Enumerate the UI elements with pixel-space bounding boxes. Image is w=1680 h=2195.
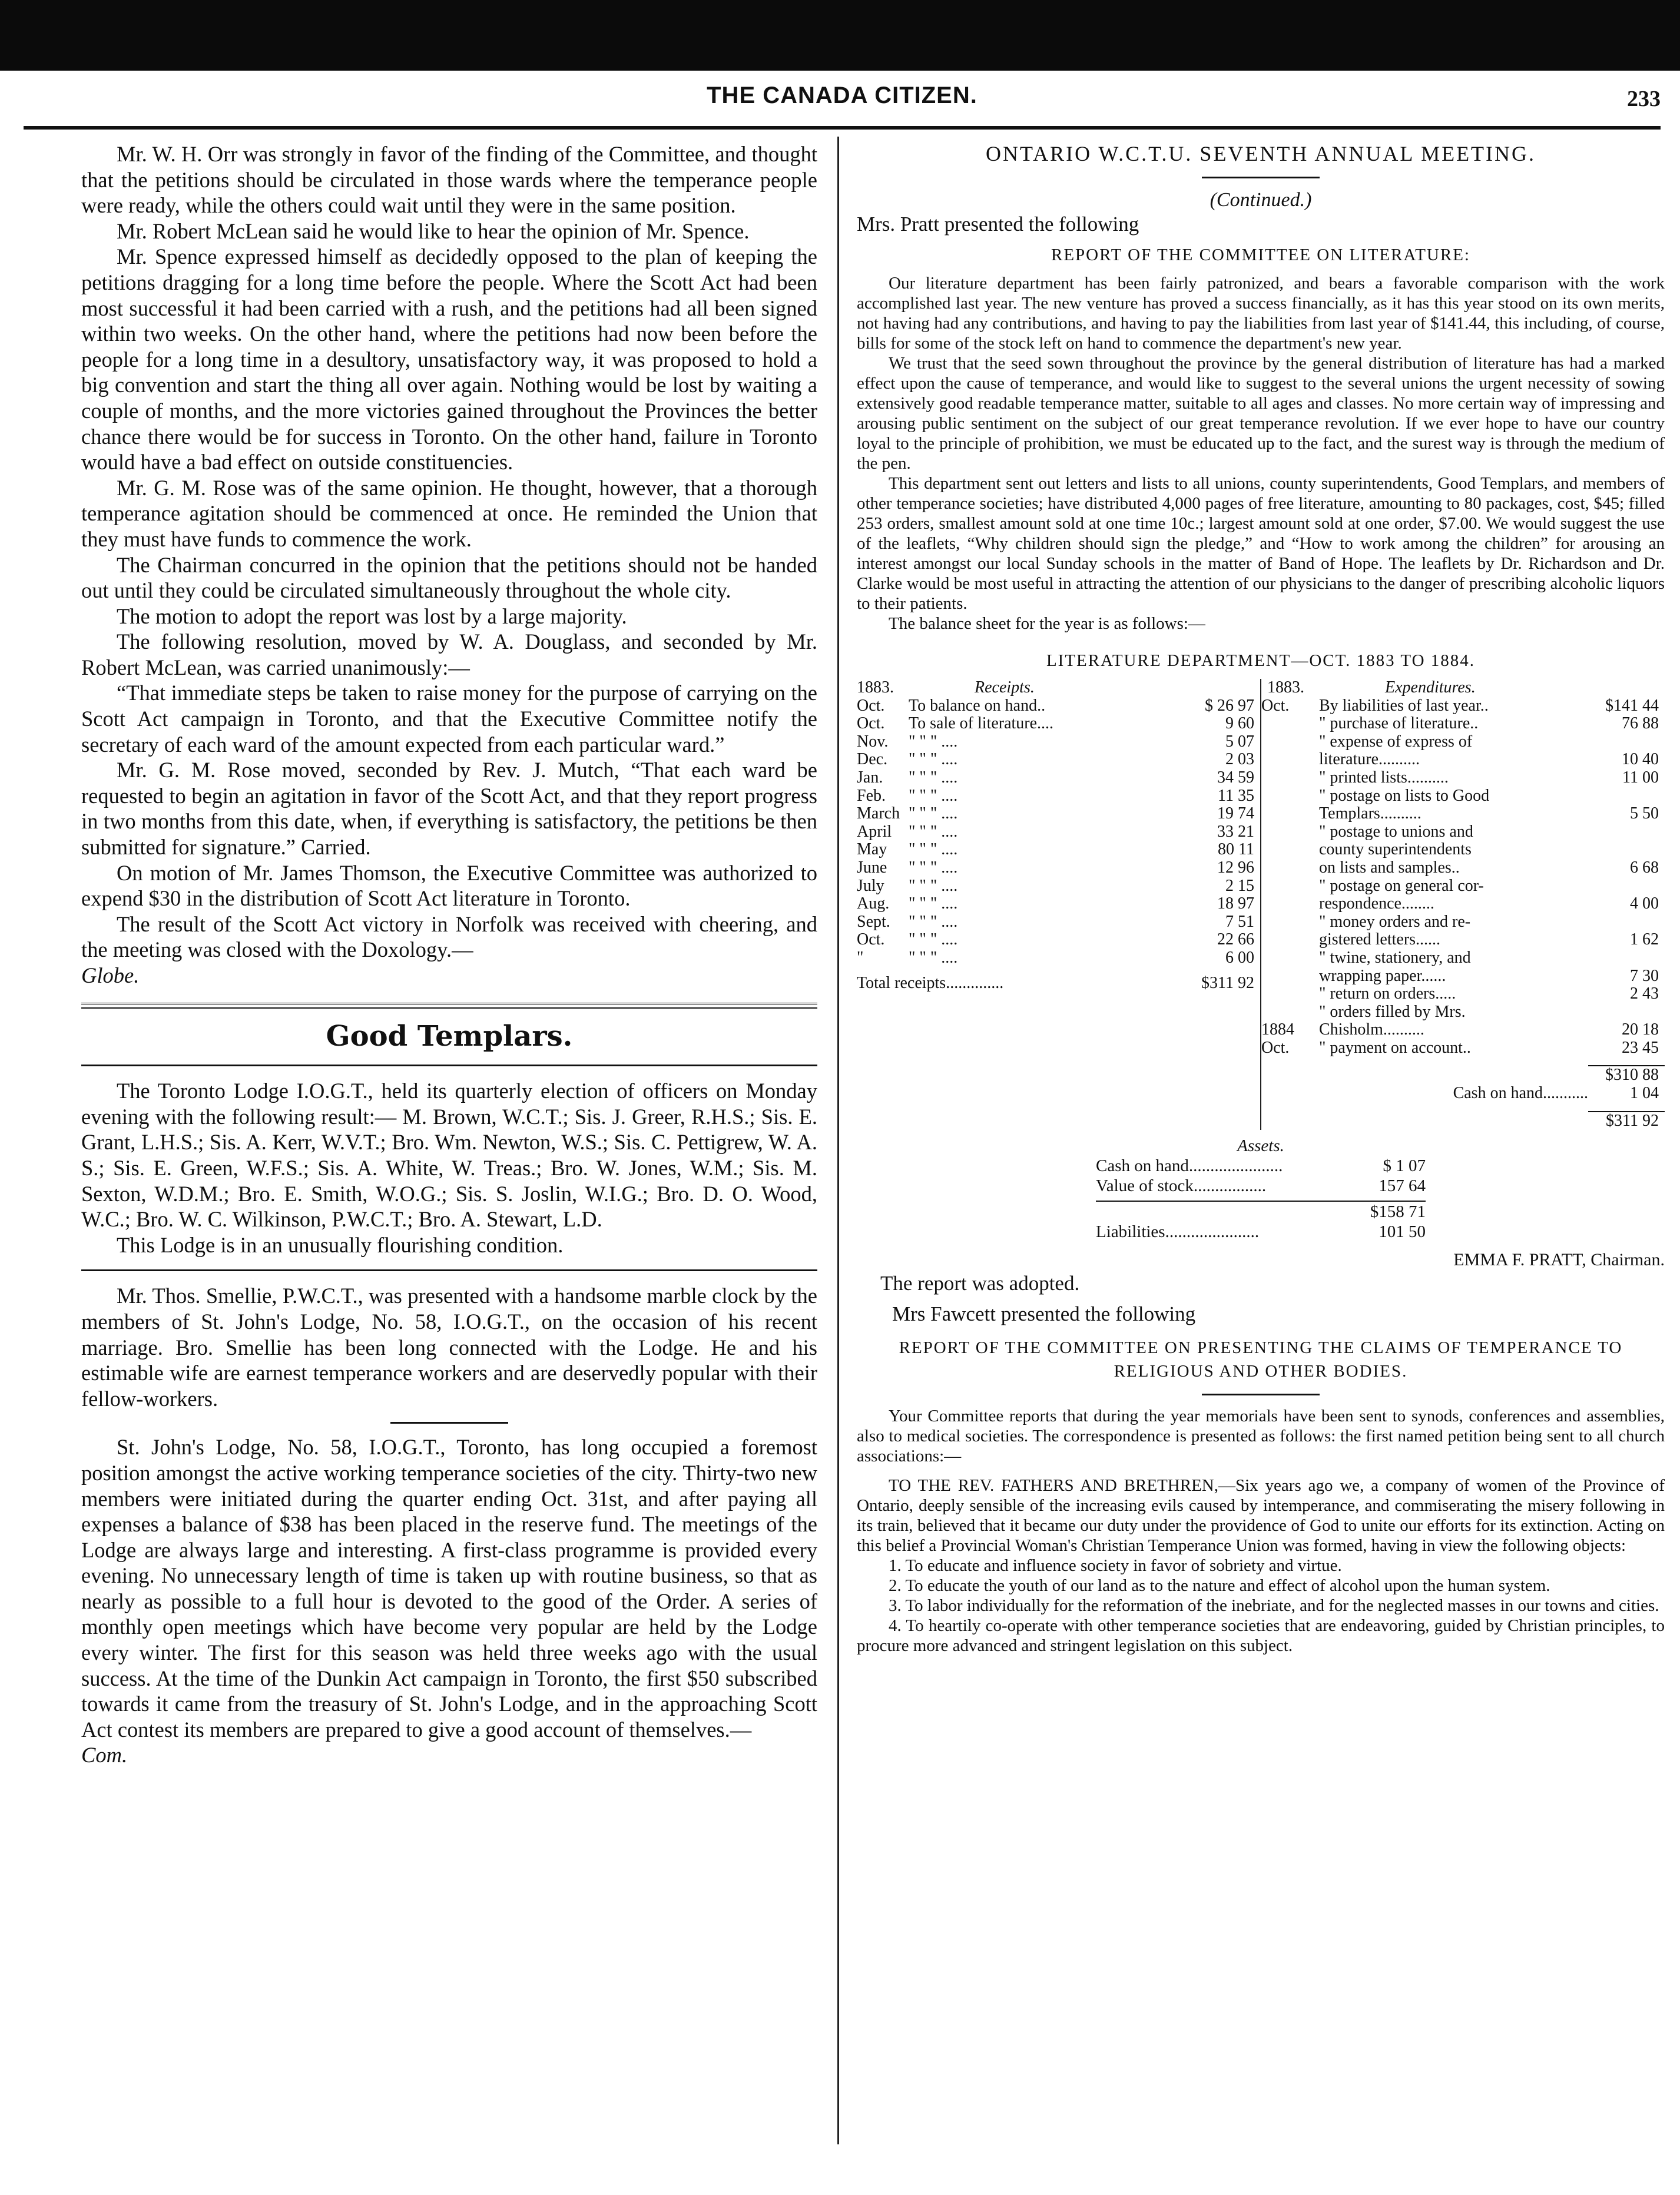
- paragraph: This department sent out letters and lists to all unions, county superintendents, Good Templars, and members of other temperance societies; have distributed 4,000 pages of free literature, amounting to 80 packages, cost, $45; filled 253 orders, smallest amount sold at one time 10c.; largest amount sold at one order, $7.00. We would suggest the use of the leaflets, “Why children should sign the pledge,” and “How to work among the children” for arousing an interest amongst our local Sunday schools in the matter of Band of Hope. The leaflets by Dr. Richardson and Dr. Clarke would be most useful in attracting the attention of our physicians to the danger of prescribing alcoholic liquors to their patients.: [857, 474, 1665, 613]
- ledger-month: Oct.: [857, 714, 885, 733]
- ledger-row: [1261, 877, 1665, 896]
- paragraph: Mr. G. M. Rose was of the same opinion. He thought, however, that a thorough temperance agitation should be commenced at once. He reminded the Union that they must have funds to commence the work.: [81, 475, 817, 551]
- ledger-row: [857, 823, 1260, 841]
- ledger-amount: 11 00: [1622, 768, 1659, 787]
- ledger-amount: 19 74: [1217, 804, 1254, 823]
- paragraph: The motion to adopt the report was lost by a large majority.: [117, 604, 627, 628]
- subtotal-amount: $310 88: [1588, 1065, 1665, 1085]
- ledger-year: 1883.: [1267, 678, 1304, 697]
- paragraph: Mr. Spence expressed himself as decidedly opposed to the plan of keeping the petitions dragging for a long time before the people. Where the Scott Act had been most successful it had been carried with a rush, and the petitions had all been signed within two weeks. On the other hand, where the petitions had now been before the people for a long time in a desultory, unsatisfactory way, it was proposed to hold a big convention and start the thing all over again. Nothing would be lost by waiting a couple of months, and the more victories gained throughout the Provinces the better chance there would be for success in Toronto. On the other hand, failure in Toronto would have a bad effect on outside constituencies.: [81, 244, 817, 475]
- intro-line: Mrs. Pratt presented the following: [857, 213, 1139, 236]
- ledger-amount: $ 26 97: [1205, 696, 1254, 715]
- ledger-row: [857, 805, 1260, 823]
- list-item: 1. To educate and influence society in favor of sobriety and virtue.: [889, 1556, 1342, 1576]
- ledger-month: [1261, 1003, 1313, 1022]
- paragraph: Mr. W. H. Orr was strongly in favor of the finding of the Committee, and thought that the petitions should be circulated in those wards where the temperance people were ready, while the others could wait until they were in the same position.: [81, 142, 817, 218]
- ledger-row: [1261, 769, 1665, 787]
- ledger-month: [1261, 895, 1313, 913]
- ledger-month: Feb.: [857, 786, 886, 805]
- ledger-description: By liabilities of last year..: [1319, 697, 1489, 715]
- ledger-row: [857, 697, 1260, 715]
- paragraph: The Toronto Lodge I.O.G.T., held its quarterly election of officers on Monday evening with the following result:— M. Brown, W.C.T.; Sis. J. Greer, R.H.S.; Sis. E. Grant, L.H.S.; Sis. A. Kerr, W.V.T.; Bro. Wm. Newton, W.S.; Sis. C. Pettigrew, W. A. S.; Sis. E. Green, W.F.S.; Sis. A. White, W. Treas.; Bro. W. Jones, W.M.; Sis. M. Sexton, W.D.M.; Bro. E. Smith, W.O.G.; Sis. S. Joslin, W.I.G.; Bro. D. O. Wood, W.C.; Bro. W. C. Wilkinson, P.W.C.T.; Bro. A. Stewart, L.D.: [81, 1079, 817, 1232]
- ledger-month: Oct.: [1261, 1038, 1290, 1057]
- ledger-month: April: [857, 822, 892, 841]
- ledger-description: " printed lists..........: [1319, 768, 1449, 787]
- ledger-month: [1261, 805, 1313, 823]
- ledger-description: " " " ....: [909, 913, 958, 931]
- total-label: Total receipts..............: [857, 974, 1004, 992]
- ledger-row: [857, 733, 1260, 751]
- ledger-row: [1261, 967, 1665, 986]
- short-rule: [390, 1422, 508, 1424]
- ledger-description: " postage to unions and: [1319, 823, 1473, 841]
- ledger-description: " purchase of literature..: [1319, 715, 1479, 733]
- ledger-month: [1261, 769, 1313, 787]
- ledger-amount: 10 40: [1622, 750, 1659, 769]
- header-rule: [24, 126, 1661, 130]
- assets-total: $158 71: [1370, 1202, 1426, 1222]
- ledger-month: ": [857, 948, 864, 967]
- ledger-amount: 6 68: [1630, 858, 1659, 877]
- ledger-amount: [1600, 841, 1665, 859]
- short-rule: [1202, 1394, 1320, 1395]
- paragraph: The result of the Scott Act victory in Norfolk was received with cheering, and the meeting was closed with the Doxology.—: [81, 911, 817, 962]
- ledger-row: [857, 859, 1260, 877]
- ledger-amount: $141 44: [1605, 696, 1659, 715]
- total-amount: $311 92: [1201, 973, 1254, 992]
- ledger-row: [1261, 949, 1665, 967]
- ledger-amount: 34 59: [1217, 768, 1254, 787]
- claims-report: [857, 1406, 1665, 1656]
- paragraph: Our literature department has been fairly patronized, and bears a favorable comparison with the work accomplished last year. The new venture has proved a success financially, as it has this year stood on its own merits, not having had any contributions, and having to pay the liabilities from last year of $141.44, this including, of course, bills for some of the stock left on hand to commence the department's new year.: [857, 274, 1665, 353]
- ledger-month: Nov.: [857, 732, 889, 751]
- ledger-description: respondence........: [1319, 895, 1434, 913]
- section-rule: [81, 1065, 817, 1066]
- ledger-row: [1261, 715, 1665, 733]
- ledger-description: " postage on general cor-: [1319, 877, 1484, 895]
- paragraph: TO THE REV. FATHERS AND BRETHREN,—Six years ago we, a company of women of the Province of Ontario, deeply sensible of the increasing evils caused by intemperance, and commiserating the misery following in its train, believed that it became our duty under the providence of God to unite our efforts for its extinction. Acting on this belief a Provincial Woman's Christian Temperance Union was formed, having in view the following objects:: [857, 1476, 1665, 1556]
- ledger-row: [857, 949, 1260, 967]
- ledger-description: on lists and samples..: [1319, 858, 1460, 877]
- ledger-amount: 12 96: [1217, 858, 1254, 877]
- ledger-description: " orders filled by Mrs.: [1319, 1003, 1466, 1021]
- paragraph: The balance sheet for the year is as follows:—: [889, 614, 1205, 633]
- ledger-month: [1261, 877, 1313, 896]
- report-title: REPORT OF THE COMMITTEE ON LITERATURE:: [1051, 246, 1470, 264]
- ledger-description: " " " ....: [909, 877, 958, 895]
- ledger-amount: [1600, 787, 1665, 805]
- ledger-month: Aug.: [857, 894, 890, 913]
- ledger-amount: 7 30: [1630, 966, 1659, 985]
- ledger-month: [1261, 787, 1313, 805]
- ledger-description: literature..........: [1319, 751, 1420, 769]
- ledger-amount: 6 00: [1225, 948, 1254, 967]
- assets-block: [1096, 1136, 1426, 1242]
- ledger-row: [1261, 823, 1665, 841]
- ledger-month: [1261, 931, 1313, 949]
- top-black-bar: [0, 0, 1680, 71]
- ledger-row: [1261, 787, 1665, 805]
- ledger-description: " " " ....: [909, 823, 958, 841]
- assets-value: 157 64: [1379, 1176, 1426, 1196]
- paragraph: This Lodge is in an unusually flourishing condition.: [117, 1232, 564, 1257]
- literature-report: [857, 273, 1665, 634]
- paragraph: We trust that the seed sown throughout the province by the general distribution of literature has had a marked effect upon the cause of temperance, and would like to suggest to the several unions the urgent necessity of sowing extensively good readable temperance matter, suitable to all ages and classes. No more certain way of impressing and arousing public sentiment on the subject of our great temperance revolution. If we ever hope to have our country loyal to the principle of prohibition, we must be educated up to the fact, and the surest way is through the medium of the pen.: [857, 354, 1665, 473]
- list-item: 3. To labor individually for the reformation of the inebriate, and for the neglected masses in our towns and cities.: [889, 1596, 1659, 1616]
- assets-label: Value of stock.................: [1096, 1176, 1267, 1196]
- ledger-amount: [1600, 733, 1665, 751]
- ledger-month: [1261, 823, 1313, 841]
- ledger-row: [857, 913, 1260, 931]
- ledger-amount: [1600, 823, 1665, 841]
- ledger-description: Templars..........: [1319, 805, 1421, 823]
- ledger-row: [1261, 841, 1665, 859]
- ledger-description: " " " ....: [909, 768, 958, 787]
- ledger-description: wrapping paper......: [1319, 967, 1446, 985]
- continued-note: (Continued.): [1210, 189, 1312, 211]
- liabilities-value: 101 50: [1379, 1222, 1426, 1242]
- ledger-month: [1261, 859, 1313, 877]
- ledger-month: [1261, 967, 1313, 986]
- liabilities-label: Liabilities......................: [1096, 1222, 1260, 1242]
- cash-amount: 1 04: [1630, 1084, 1659, 1103]
- ledger-month: [1261, 913, 1313, 931]
- total-amount: $311 92: [1588, 1111, 1665, 1130]
- source-credit: Globe.: [81, 963, 140, 987]
- ledger-amount: 23 45: [1622, 1038, 1659, 1057]
- ledger-amount: 22 66: [1217, 930, 1254, 949]
- ledger-amount: 80 11: [1218, 840, 1254, 859]
- ledger-amount: 9 60: [1225, 714, 1254, 733]
- ledger-row: [1261, 985, 1665, 1003]
- ledger-description: " " " ....: [909, 931, 958, 949]
- balance-sheet: [857, 679, 1665, 1130]
- ledger-month: [1261, 751, 1313, 769]
- assets-value: $ 1 07: [1383, 1156, 1426, 1176]
- ledger-description: " " " ....: [909, 787, 958, 805]
- paragraph: Mr. Thos. Smellie, P.W.C.T., was presented with a handsome marble clock by the members of St. John's Lodge, No. 58, I.O.G.T., on the occasion of his recent marriage. Bro. Smellie has been long connected with the Lodge. He and his estimable wife are earnest temperance workers and are deservedly popular with their fellow-workers.: [81, 1284, 817, 1411]
- ledger-row: [857, 751, 1260, 769]
- paragraph: The following resolution, moved by W. A. Douglass, and seconded by Mr. Robert McLean, was carried unanimously:—: [81, 629, 817, 679]
- signature: EMMA F. PRATT, Chairman.: [1453, 1250, 1665, 1270]
- ledger-description: " expense of express of: [1319, 732, 1473, 751]
- ledger-row: [1261, 805, 1665, 823]
- ledger-title: LITERATURE DEPARTMENT—OCT. 1883 TO 1884.: [1046, 651, 1476, 670]
- paragraph: The Chairman concurred in the opinion that the petitions should not be handed out until they could be circulated simultaneously throughout the whole city.: [81, 552, 817, 603]
- ledger-amount: 5 07: [1225, 732, 1254, 751]
- page-number: 233: [1627, 87, 1661, 111]
- ledger-row: [1261, 733, 1665, 751]
- column-divider: [837, 137, 839, 2144]
- report-title: REPORT OF THE COMMITTEE ON PRESENTING THE CLAIMS OF TEMPERANCE TO RELIGIOUS AND OTHER BODIES.: [899, 1338, 1623, 1381]
- ledger-row: [1261, 1021, 1665, 1039]
- paragraph: Mr. G. M. Rose moved, seconded by Rev. J. Mutch, “That each ward be requested to begin an agitation in favor of the Scott Act, and that they report progress in two months from this date, when, if everything is satisfactory, the petitions be then submitted for signature.” Carried.: [81, 758, 817, 860]
- paragraph: Mr. Robert McLean said he would like to hear the opinion of Mr. Spence.: [117, 218, 750, 243]
- list-item: 2. To educate the youth of our land as to the nature and effect of alcohol upon the human system.: [889, 1576, 1550, 1596]
- ledger-amount: 2 15: [1225, 876, 1254, 895]
- ledger-row: [1261, 1039, 1665, 1057]
- short-rule: [1202, 177, 1320, 178]
- ledger-row: [1261, 751, 1665, 769]
- paragraph: Your Committee reports that during the year memorials have been sent to synods, conferences and assemblies, also to medical societies. The correspondence is presented as follows: the first named petition being sent to all church associations:—: [857, 1407, 1665, 1466]
- page-header: [24, 82, 1661, 124]
- receipts-column: [857, 679, 1260, 1130]
- ledger-row: [857, 769, 1260, 787]
- ledger-heading: Expenditures.: [1385, 678, 1476, 697]
- ledger-month: March: [857, 804, 900, 823]
- ledger-month: May: [857, 840, 887, 859]
- ledger-description: Chisholm..........: [1319, 1021, 1424, 1039]
- ledger-description: " " " ....: [909, 841, 958, 859]
- ledger-year: 1883.: [857, 678, 894, 697]
- section-heading-good-templars: Good Templars.: [326, 1019, 573, 1053]
- ledger-month: [1261, 949, 1313, 967]
- article-heading: ONTARIO W.C.T.U. SEVENTH ANNUAL MEETING.: [985, 142, 1536, 165]
- ledger-amount: 4 00: [1630, 894, 1659, 913]
- ledger-description: " return on orders.....: [1319, 985, 1456, 1003]
- ledger-amount: 11 35: [1218, 786, 1254, 805]
- ledger-month: [1261, 985, 1313, 1003]
- ledger-month: Oct.: [857, 930, 885, 949]
- ledger-row: [1261, 859, 1665, 877]
- ledger-amount: 76 88: [1622, 714, 1659, 733]
- section-rule: [81, 1269, 817, 1271]
- ledger-description: " " " ....: [909, 751, 958, 769]
- ledger-row: [1261, 931, 1665, 949]
- ledger-amount: 2 03: [1225, 750, 1254, 769]
- ledger-month: Dec.: [857, 750, 888, 769]
- ledger-month: July: [857, 876, 884, 895]
- assets-label: Cash on hand......................: [1096, 1156, 1283, 1176]
- ledger-description: To sale of literature....: [909, 715, 1054, 733]
- ledger-amount: 1 62: [1630, 930, 1659, 949]
- ledger-row: [1261, 913, 1665, 931]
- ledger-amount: 2 43: [1630, 984, 1659, 1003]
- ledger-month: [1261, 733, 1313, 751]
- source-credit: Com.: [81, 1743, 128, 1768]
- cash-label: Cash on hand...........: [1453, 1085, 1588, 1103]
- intro-line: Mrs Fawcett presented the following: [892, 1302, 1196, 1326]
- ledger-month: June: [857, 858, 887, 877]
- ledger-description: " " " ....: [909, 949, 958, 967]
- ledger-description: To balance on hand..: [909, 697, 1046, 715]
- left-column: [81, 141, 817, 1768]
- ledger-month: Jan.: [857, 768, 883, 787]
- ledger-amount: 18 97: [1217, 894, 1254, 913]
- ledger-description: " " " ....: [909, 805, 958, 823]
- assets-heading: Assets.: [1237, 1136, 1284, 1156]
- ledger-amount: [1600, 949, 1665, 967]
- ledger-month: Sept.: [857, 912, 890, 931]
- ledger-month: 1884: [1261, 1020, 1294, 1039]
- ledger-row: [1261, 697, 1665, 715]
- journal-title: THE CANADA CITIZEN.: [707, 82, 977, 108]
- ledger-description: " postage on lists to Good: [1319, 787, 1490, 805]
- ledger-description: " " " ....: [909, 895, 958, 913]
- ledger-description: county superintendents: [1319, 841, 1472, 859]
- ledger-amount: 7 51: [1225, 912, 1254, 931]
- ledger-row: [857, 841, 1260, 859]
- paragraph: St. John's Lodge, No. 58, I.O.G.T., Toronto, has long occupied a foremost position amongst the active working temperance societies of the city. Thirty-two new members were initiated during the quarter ending Oct. 31st, and after paying all expenses a balance of $38 has been placed in the reserve fund. The meetings of the Lodge are always large and interesting. A first-class programme is provided every evening. No unnecessary length of time is taken up with routine business, so that as nearly as possible to a full hour is devoted to the good of the Order. A series of monthly open meetings which have become very popular are held by the Lodge every winter. The first for this season was held three weeks ago with the usual success. At the time of the Dunkin Act campaign in Toronto, the first $50 subscribed towards it came from the treasury of St. John's Lodge, and in the approaching Scott Act contest its members are prepared to give a good account of themselves.—: [81, 1435, 817, 1742]
- ledger-amount: [1600, 877, 1665, 896]
- paragraph: The report was adopted.: [880, 1272, 1080, 1295]
- section-rule: [81, 1003, 817, 1009]
- expenditures-column: [1260, 679, 1665, 1130]
- ledger-description: " twine, stationery, and: [1319, 949, 1471, 967]
- ledger-row: [1261, 895, 1665, 913]
- ledger-description: " " " ....: [909, 858, 958, 877]
- list-item: 4. To heartily co-operate with other temperance societies that are endeavoring, guided by Christian principles, to procure more advanced and stringent legislation on this subject.: [857, 1616, 1665, 1656]
- ledger-row: [857, 931, 1260, 949]
- ledger-amount: 5 50: [1630, 804, 1659, 823]
- ledger-description: gistered letters......: [1319, 931, 1441, 949]
- ledger-amount: 20 18: [1622, 1020, 1659, 1039]
- ledger-row: [1261, 1003, 1665, 1022]
- ledger-month: Oct.: [1261, 696, 1290, 715]
- ledger-row: [857, 895, 1260, 913]
- ledger-month: Oct.: [857, 696, 885, 715]
- ledger-month: [1261, 841, 1313, 859]
- right-column: [857, 141, 1665, 1656]
- ledger-row: [857, 715, 1260, 733]
- ledger-month: [1261, 715, 1313, 733]
- paragraph: “That immediate steps be taken to raise money for the purpose of carrying on the Scott Act campaign in Toronto, and that the Executive Committee notify the secretary of each ward of the amount expected from each particular ward.”: [81, 681, 817, 757]
- ledger-amount: [1600, 1003, 1665, 1022]
- ledger-description: " money orders and re-: [1319, 913, 1471, 931]
- ledger-description: " " " ....: [909, 732, 958, 751]
- paragraph: On motion of Mr. James Thomson, the Executive Committee was authorized to expend $30 in the distribution of Scott Act literature in Toronto.: [81, 860, 817, 911]
- ledger-row: [857, 787, 1260, 805]
- ledger-row: [857, 877, 1260, 896]
- ledger-description: " payment on account..: [1319, 1039, 1471, 1057]
- ledger-amount: 33 21: [1217, 822, 1254, 841]
- ledger-heading: Receipts.: [975, 678, 1035, 697]
- ledger-amount: [1600, 913, 1665, 931]
